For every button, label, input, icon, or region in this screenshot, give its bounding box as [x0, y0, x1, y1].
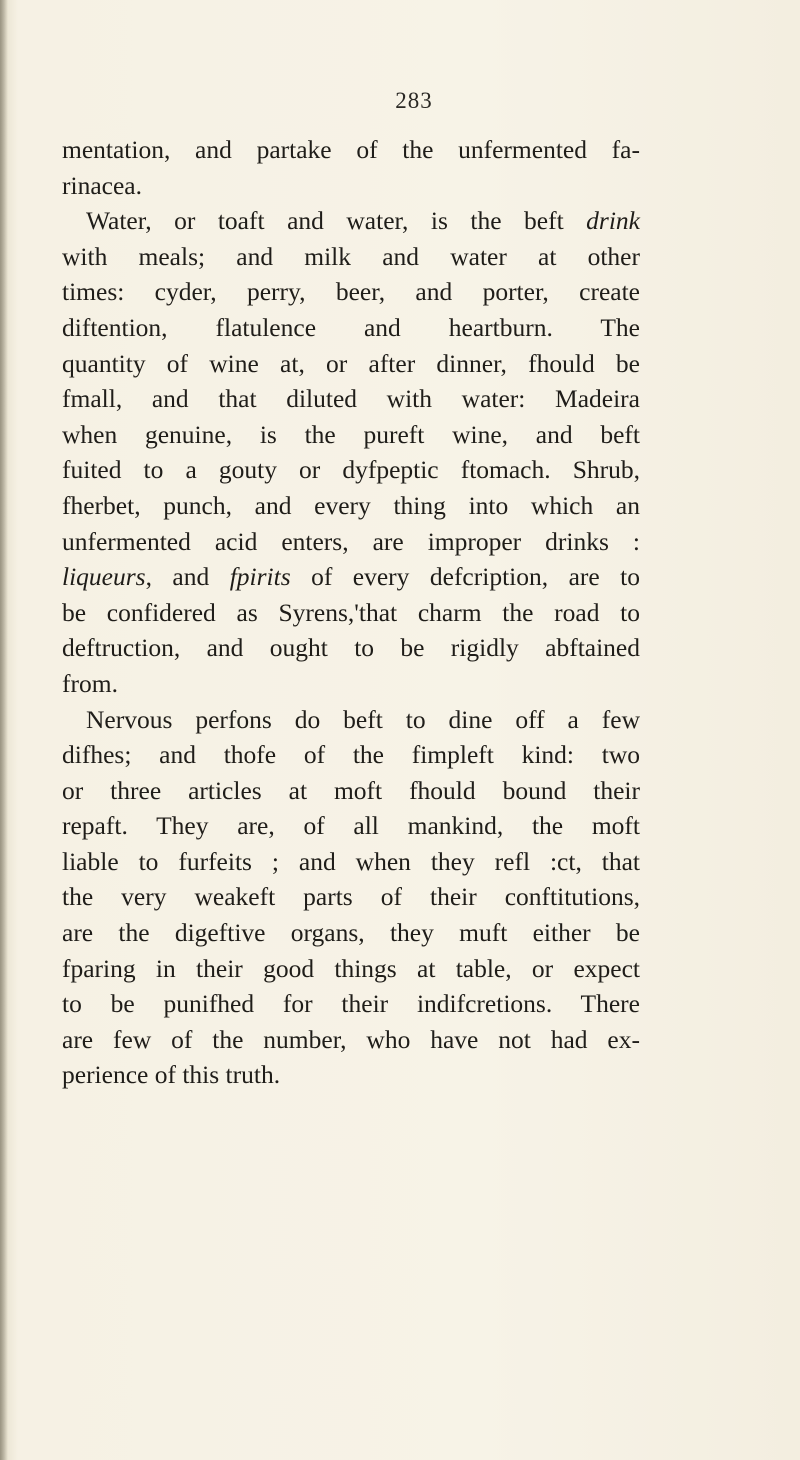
text-line: mentation, and partake of the unfermented fa- — [62, 135, 640, 164]
text-line: Water, or toaft and water, is the beft drink — [86, 206, 640, 236]
body-text — [62, 132, 640, 1093]
text-line: from. — [62, 668, 118, 698]
paragraph-2 — [62, 203, 640, 701]
text-line: Nervous perfons do beft to dine off a few — [86, 704, 640, 734]
text-line: fparing in their good things at table, or expect — [62, 953, 640, 983]
text-line: be confidered as Syrens,'that charm the road to — [62, 597, 640, 627]
text-line: with meals; and milk and water at other — [62, 241, 640, 271]
text-line: deftruction, and ought to be rigidly abftained — [62, 633, 640, 663]
text-line: are few of the number, who have not had ex- — [62, 1024, 640, 1054]
text-line: times: cyder, perry, beer, and porter, create — [62, 277, 640, 307]
italic-word: liqueurs — [62, 562, 146, 592]
text-line: quantity of wine at, or after dinner, fhould be — [62, 348, 640, 378]
paragraph-1 — [62, 132, 640, 203]
text-line: or three articles at moft fhould bound their — [62, 775, 640, 805]
text-line: perience of this truth. — [62, 1060, 281, 1090]
text-line: liable to furfeits ; and when they refl :ct, that — [62, 846, 640, 876]
text-line: fmall, and that diluted with water: Madeira — [62, 384, 640, 414]
text-line: liqueurs, and fpirits of every defcription, are to — [62, 562, 640, 592]
text-line: to be punifhed for their indifcretions. There — [62, 989, 640, 1019]
text-line: are the digeftive organs, they muft either be — [62, 918, 640, 948]
text-line: the very weakeft parts of their conftitutions, — [62, 882, 640, 912]
italic-word: fpirits — [229, 562, 291, 592]
text-line: fuited to a gouty or dyfpeptic ftomach. Shrub, — [62, 455, 640, 485]
text-line: when genuine, is the pureft wine, and beft — [62, 419, 640, 449]
text-line: rinacea. — [62, 170, 142, 200]
text-line: repaft. They are, of all mankind, the moft — [62, 811, 640, 841]
text-line: difhes; and thofe of the fimpleft kind: two — [62, 740, 640, 770]
text-line: diftention, flatulence and heartburn. The — [62, 312, 640, 342]
page-number: 283 — [395, 88, 433, 113]
text-line: unfermented acid enters, are improper drinks : — [62, 526, 640, 556]
text-line: fherbet, punch, and every thing into which an — [62, 490, 640, 520]
italic-word: drink — [586, 206, 640, 236]
gutter-shadow — [0, 0, 8, 1460]
paragraph-3 — [62, 702, 640, 1094]
